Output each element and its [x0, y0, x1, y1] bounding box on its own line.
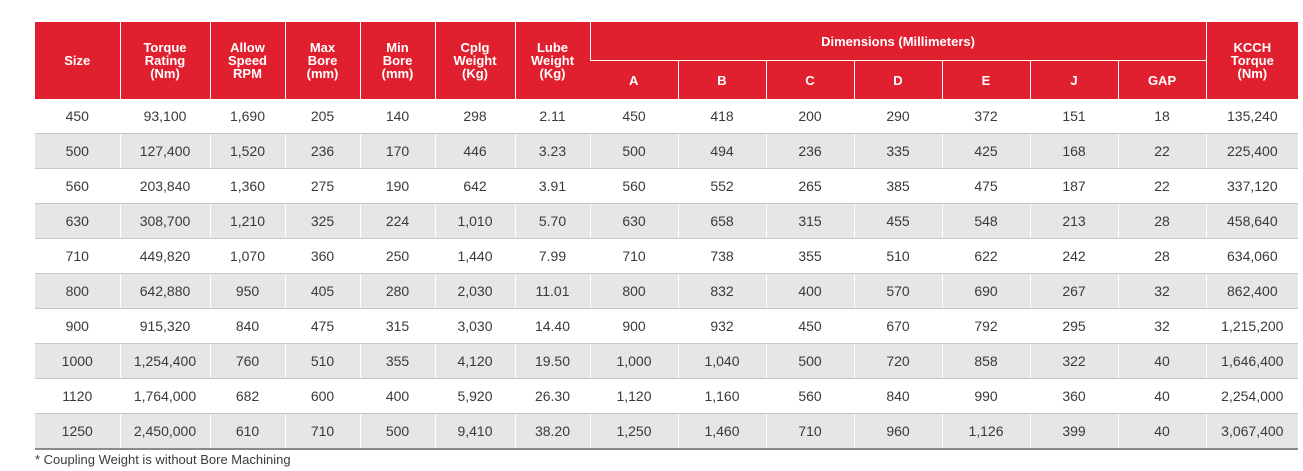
- cell-dim-d: 840: [854, 379, 942, 414]
- cell-dim-b: 658: [678, 204, 766, 239]
- header-min-bore: Min Bore (mm): [360, 22, 435, 99]
- cell-dim-gap: 40: [1118, 344, 1206, 379]
- header-size: Size: [35, 22, 120, 99]
- cell-dim-b: 1,160: [678, 379, 766, 414]
- cell-dim-c: 400: [766, 274, 854, 309]
- table-header: [35, 22, 1298, 99]
- cell-torque-rating: 449,820: [120, 239, 210, 274]
- cell-dim-b: 1,460: [678, 414, 766, 450]
- cell-dim-gap: 32: [1118, 309, 1206, 344]
- cell-size: 630: [35, 204, 120, 239]
- cell-cplg-weight: 1,440: [435, 239, 515, 274]
- cell-cplg-weight: 2,030: [435, 274, 515, 309]
- cell-min-bore: 170: [360, 134, 435, 169]
- cell-max-bore: 475: [285, 309, 360, 344]
- cell-dim-a: 710: [590, 239, 678, 274]
- cell-cplg-weight: 642: [435, 169, 515, 204]
- cell-torque-rating: 1,764,000: [120, 379, 210, 414]
- cell-lube-weight: 14.40: [515, 309, 590, 344]
- cell-kcch-torque: 1,646,400: [1206, 344, 1298, 379]
- cell-allow-speed: 760: [210, 344, 285, 379]
- cell-kcch-torque: 225,400: [1206, 134, 1298, 169]
- cell-allow-speed: 950: [210, 274, 285, 309]
- cell-dim-c: 560: [766, 379, 854, 414]
- cell-max-bore: 710: [285, 414, 360, 450]
- cell-torque-rating: 308,700: [120, 204, 210, 239]
- cell-dim-gap: 18: [1118, 99, 1206, 134]
- cell-size: 1250: [35, 414, 120, 450]
- cell-dim-a: 500: [590, 134, 678, 169]
- cell-torque-rating: 203,840: [120, 169, 210, 204]
- cell-dim-gap: 28: [1118, 204, 1206, 239]
- cell-dim-d: 385: [854, 169, 942, 204]
- cell-allow-speed: 840: [210, 309, 285, 344]
- cell-dim-gap: 40: [1118, 414, 1206, 450]
- cell-lube-weight: 7.99: [515, 239, 590, 274]
- cell-min-bore: 190: [360, 169, 435, 204]
- table-row: [35, 414, 1298, 450]
- header-dim-d: D: [854, 61, 942, 100]
- cell-min-bore: 500: [360, 414, 435, 450]
- header-dim-b: B: [678, 61, 766, 100]
- cell-dim-e: 475: [942, 169, 1030, 204]
- cell-dim-j: 399: [1030, 414, 1118, 450]
- cell-dim-e: 990: [942, 379, 1030, 414]
- cell-kcch-torque: 634,060: [1206, 239, 1298, 274]
- cell-allow-speed: 1,070: [210, 239, 285, 274]
- header-torque-rating: Torque Rating (Nm): [120, 22, 210, 99]
- header-dim-gap: GAP: [1118, 61, 1206, 100]
- cell-cplg-weight: 298: [435, 99, 515, 134]
- cell-dim-a: 450: [590, 99, 678, 134]
- cell-dim-gap: 40: [1118, 379, 1206, 414]
- cell-dim-j: 213: [1030, 204, 1118, 239]
- cell-dim-d: 960: [854, 414, 942, 450]
- cell-dim-j: 242: [1030, 239, 1118, 274]
- cell-dim-c: 315: [766, 204, 854, 239]
- cell-max-bore: 325: [285, 204, 360, 239]
- cell-min-bore: 315: [360, 309, 435, 344]
- cell-dim-b: 832: [678, 274, 766, 309]
- cell-min-bore: 280: [360, 274, 435, 309]
- cell-dim-j: 295: [1030, 309, 1118, 344]
- cell-cplg-weight: 446: [435, 134, 515, 169]
- header-lube-weight: Lube Weight (Kg): [515, 22, 590, 99]
- cell-dim-b: 932: [678, 309, 766, 344]
- header-cplg-weight: Cplg Weight (Kg): [435, 22, 515, 99]
- table-row: [35, 239, 1298, 274]
- cell-kcch-torque: 3,067,400: [1206, 414, 1298, 450]
- cell-cplg-weight: 1,010: [435, 204, 515, 239]
- cell-allow-speed: 610: [210, 414, 285, 450]
- cell-kcch-torque: 1,215,200: [1206, 309, 1298, 344]
- table-row: [35, 99, 1298, 134]
- cell-dim-a: 630: [590, 204, 678, 239]
- cell-lube-weight: 19.50: [515, 344, 590, 379]
- cell-dim-j: 187: [1030, 169, 1118, 204]
- cell-dim-d: 720: [854, 344, 942, 379]
- cell-dim-a: 1,250: [590, 414, 678, 450]
- cell-kcch-torque: 2,254,000: [1206, 379, 1298, 414]
- table-row: [35, 344, 1298, 379]
- cell-min-bore: 250: [360, 239, 435, 274]
- cell-lube-weight: 3.91: [515, 169, 590, 204]
- cell-torque-rating: 93,100: [120, 99, 210, 134]
- cell-dim-j: 168: [1030, 134, 1118, 169]
- cell-cplg-weight: 4,120: [435, 344, 515, 379]
- cell-dim-c: 500: [766, 344, 854, 379]
- header-kcch-torque: KCCH Torque (Nm): [1206, 22, 1298, 99]
- header-dim-e: E: [942, 61, 1030, 100]
- cell-dim-d: 670: [854, 309, 942, 344]
- cell-lube-weight: 5.70: [515, 204, 590, 239]
- cell-dim-d: 455: [854, 204, 942, 239]
- header-dim-c: C: [766, 61, 854, 100]
- cell-kcch-torque: 458,640: [1206, 204, 1298, 239]
- cell-cplg-weight: 3,030: [435, 309, 515, 344]
- cell-dim-e: 690: [942, 274, 1030, 309]
- header-allow-speed: Allow Speed RPM: [210, 22, 285, 99]
- cell-dim-c: 710: [766, 414, 854, 450]
- cell-torque-rating: 127,400: [120, 134, 210, 169]
- cell-dim-j: 267: [1030, 274, 1118, 309]
- coupling-spec-table: [35, 22, 1298, 450]
- cell-dim-a: 560: [590, 169, 678, 204]
- header-max-bore: Max Bore (mm): [285, 22, 360, 99]
- cell-torque-rating: 642,880: [120, 274, 210, 309]
- cell-dim-d: 510: [854, 239, 942, 274]
- cell-dim-c: 355: [766, 239, 854, 274]
- coupling-spec-table-container: [35, 22, 1284, 450]
- cell-torque-rating: 2,450,000: [120, 414, 210, 450]
- cell-dim-e: 858: [942, 344, 1030, 379]
- table-row: [35, 379, 1298, 414]
- cell-allow-speed: 1,690: [210, 99, 285, 134]
- cell-dim-e: 1,126: [942, 414, 1030, 450]
- cell-dim-gap: 22: [1118, 134, 1206, 169]
- cell-dim-c: 265: [766, 169, 854, 204]
- footnote: * Coupling Weight is without Bore Machining: [35, 452, 291, 467]
- cell-size: 500: [35, 134, 120, 169]
- cell-dim-a: 1,120: [590, 379, 678, 414]
- cell-max-bore: 405: [285, 274, 360, 309]
- cell-min-bore: 355: [360, 344, 435, 379]
- header-dim-j: J: [1030, 61, 1118, 100]
- cell-torque-rating: 1,254,400: [120, 344, 210, 379]
- cell-dim-a: 800: [590, 274, 678, 309]
- table-row: [35, 274, 1298, 309]
- cell-size: 800: [35, 274, 120, 309]
- cell-dim-b: 418: [678, 99, 766, 134]
- table-row: [35, 204, 1298, 239]
- cell-torque-rating: 915,320: [120, 309, 210, 344]
- cell-min-bore: 224: [360, 204, 435, 239]
- cell-dim-j: 360: [1030, 379, 1118, 414]
- cell-allow-speed: 682: [210, 379, 285, 414]
- cell-kcch-torque: 135,240: [1206, 99, 1298, 134]
- cell-size: 1120: [35, 379, 120, 414]
- cell-dim-e: 548: [942, 204, 1030, 239]
- cell-dim-gap: 32: [1118, 274, 1206, 309]
- cell-dim-b: 738: [678, 239, 766, 274]
- table-row: [35, 169, 1298, 204]
- cell-dim-e: 622: [942, 239, 1030, 274]
- cell-cplg-weight: 9,410: [435, 414, 515, 450]
- cell-dim-b: 1,040: [678, 344, 766, 379]
- cell-size: 900: [35, 309, 120, 344]
- cell-size: 1000: [35, 344, 120, 379]
- cell-lube-weight: 3.23: [515, 134, 590, 169]
- header-dimensions-group: Dimensions (Millimeters): [590, 22, 1206, 61]
- cell-dim-e: 425: [942, 134, 1030, 169]
- cell-allow-speed: 1,520: [210, 134, 285, 169]
- cell-dim-d: 290: [854, 99, 942, 134]
- cell-allow-speed: 1,210: [210, 204, 285, 239]
- header-dim-a: A: [590, 61, 678, 100]
- cell-min-bore: 140: [360, 99, 435, 134]
- table-row: [35, 309, 1298, 344]
- cell-lube-weight: 11.01: [515, 274, 590, 309]
- cell-dim-j: 322: [1030, 344, 1118, 379]
- cell-dim-d: 570: [854, 274, 942, 309]
- cell-size: 710: [35, 239, 120, 274]
- cell-dim-c: 236: [766, 134, 854, 169]
- cell-max-bore: 205: [285, 99, 360, 134]
- cell-dim-e: 792: [942, 309, 1030, 344]
- cell-max-bore: 600: [285, 379, 360, 414]
- cell-max-bore: 360: [285, 239, 360, 274]
- cell-dim-b: 494: [678, 134, 766, 169]
- cell-size: 560: [35, 169, 120, 204]
- cell-kcch-torque: 337,120: [1206, 169, 1298, 204]
- cell-dim-c: 200: [766, 99, 854, 134]
- cell-allow-speed: 1,360: [210, 169, 285, 204]
- cell-max-bore: 236: [285, 134, 360, 169]
- cell-lube-weight: 26.30: [515, 379, 590, 414]
- cell-lube-weight: 38.20: [515, 414, 590, 450]
- cell-max-bore: 275: [285, 169, 360, 204]
- cell-dim-a: 900: [590, 309, 678, 344]
- table-body: [35, 99, 1298, 449]
- cell-dim-gap: 28: [1118, 239, 1206, 274]
- cell-dim-d: 335: [854, 134, 942, 169]
- table-row: [35, 134, 1298, 169]
- cell-dim-c: 450: [766, 309, 854, 344]
- cell-dim-a: 1,000: [590, 344, 678, 379]
- cell-dim-gap: 22: [1118, 169, 1206, 204]
- cell-size: 450: [35, 99, 120, 134]
- cell-dim-e: 372: [942, 99, 1030, 134]
- cell-kcch-torque: 862,400: [1206, 274, 1298, 309]
- cell-min-bore: 400: [360, 379, 435, 414]
- cell-max-bore: 510: [285, 344, 360, 379]
- cell-dim-j: 151: [1030, 99, 1118, 134]
- cell-dim-b: 552: [678, 169, 766, 204]
- cell-lube-weight: 2.11: [515, 99, 590, 134]
- cell-cplg-weight: 5,920: [435, 379, 515, 414]
